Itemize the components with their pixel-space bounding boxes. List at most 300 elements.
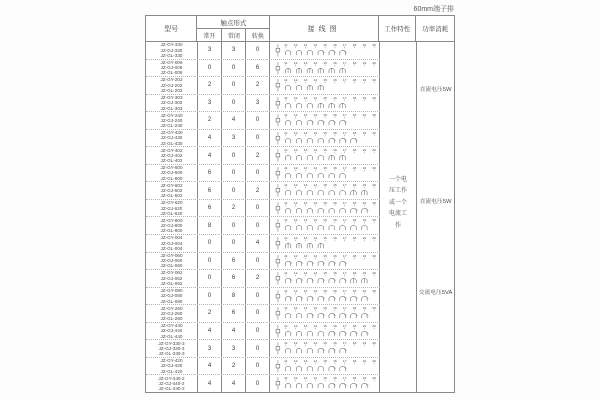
svg-text:15: 15 <box>323 306 327 311</box>
svg-text:17: 17 <box>342 306 347 311</box>
model-name: JZ-GL-062 <box>160 281 183 287</box>
svg-text:20: 20 <box>372 60 376 65</box>
count-normally-open: 0 <box>198 60 222 77</box>
svg-text:11: 11 <box>284 306 288 311</box>
count-changeover: 0 <box>246 323 270 340</box>
model-name: JZ-GY-602 <box>160 182 183 188</box>
model-name: JZ-GY-062 <box>160 270 183 276</box>
svg-text:13: 13 <box>303 376 308 381</box>
svg-text:11: 11 <box>284 78 288 82</box>
svg-text:11: 11 <box>284 183 288 188</box>
svg-text:19: 19 <box>362 42 367 47</box>
count-changeover: 0 <box>246 130 270 147</box>
model-name: JZ-GY-006 <box>160 59 183 65</box>
svg-text:15: 15 <box>323 235 327 240</box>
svg-text:14: 14 <box>313 253 318 258</box>
svg-text:18: 18 <box>352 95 357 100</box>
svg-text:18: 18 <box>352 148 357 153</box>
count-normally-open: 0 <box>198 288 222 305</box>
count-changeover: 0 <box>246 288 270 305</box>
svg-text:17: 17 <box>342 271 347 275</box>
svg-text:17: 17 <box>342 113 347 118</box>
power-consumption-column <box>417 42 454 392</box>
svg-text:16: 16 <box>333 218 337 223</box>
count-changeover: 0 <box>246 217 270 234</box>
svg-text:15: 15 <box>323 78 327 82</box>
svg-text:17: 17 <box>342 288 347 293</box>
svg-text:12: 12 <box>293 200 298 205</box>
svg-text:14: 14 <box>313 235 318 240</box>
wiring-diagram <box>270 375 379 392</box>
count-changeover: 0 <box>246 340 270 357</box>
wiring-diagram <box>270 42 379 59</box>
svg-text:16: 16 <box>333 306 337 311</box>
model-name: JZ-GJ-060 <box>160 258 183 264</box>
model-name: JZ-GJ-062 <box>160 275 183 281</box>
svg-text:11: 11 <box>284 341 288 346</box>
wiring-diagram-cell <box>270 77 380 94</box>
svg-text:18: 18 <box>352 165 357 170</box>
svg-text:20: 20 <box>372 183 376 188</box>
model-name: JZ-GJ-800 <box>160 223 183 229</box>
count-normally-open: 8 <box>198 217 222 234</box>
svg-text:12: 12 <box>293 183 298 188</box>
count-changeover: 0 <box>246 112 270 129</box>
model-name: JZ-GL-440-2 <box>158 386 185 392</box>
wiring-diagram-cell <box>270 305 380 322</box>
count-changeover: 0 <box>246 358 270 375</box>
svg-text:13: 13 <box>303 306 308 311</box>
svg-text:15: 15 <box>323 42 327 47</box>
count-normally-closed: 0 <box>222 182 246 199</box>
count-normally-open: 0 <box>198 235 222 252</box>
svg-text:12: 12 <box>293 130 298 135</box>
model-name: JZ-GJ-240 <box>160 117 183 123</box>
svg-text:18: 18 <box>352 358 357 363</box>
svg-text:12: 12 <box>293 323 298 328</box>
svg-text:15: 15 <box>323 218 327 223</box>
header-normally-open: 常开 <box>203 33 216 40</box>
model-cell <box>146 165 198 182</box>
table-row <box>146 165 380 183</box>
svg-text:17: 17 <box>342 200 347 205</box>
model-name: JZ-GL-330 <box>160 52 183 58</box>
svg-text:18: 18 <box>352 60 357 65</box>
svg-text:18: 18 <box>352 183 357 188</box>
svg-text:12: 12 <box>293 376 298 381</box>
wiring-diagram-cell <box>270 235 380 252</box>
svg-text:13: 13 <box>303 271 308 275</box>
count-normally-closed: 0 <box>222 217 246 234</box>
count-changeover: 0 <box>246 200 270 217</box>
model-cell <box>146 42 198 59</box>
model-name: JZ-GY-440-2 <box>158 375 185 381</box>
svg-text:16: 16 <box>333 113 337 118</box>
count-changeover: 0 <box>246 375 270 392</box>
model-name: JZ-GL-006 <box>160 70 183 76</box>
svg-text:12: 12 <box>293 235 298 240</box>
svg-text:11: 11 <box>284 376 288 381</box>
svg-text:11: 11 <box>284 235 288 240</box>
svg-text:14: 14 <box>313 341 318 346</box>
svg-text:17: 17 <box>342 95 347 100</box>
table-row <box>146 77 380 95</box>
svg-text:13: 13 <box>303 113 308 118</box>
model-cell <box>146 288 198 305</box>
svg-text:11: 11 <box>284 165 288 170</box>
svg-text:13: 13 <box>303 42 308 47</box>
wiring-diagram <box>270 217 379 234</box>
model-cell <box>146 235 198 252</box>
svg-text:18: 18 <box>352 218 357 223</box>
svg-text:15: 15 <box>323 148 327 153</box>
model-cell <box>146 95 198 112</box>
count-changeover: 2 <box>246 77 270 94</box>
characteristics-line: 压工作 <box>389 188 408 195</box>
svg-text:14: 14 <box>313 323 318 328</box>
svg-text:17: 17 <box>342 341 347 346</box>
model-name: JZ-GJ-440-2 <box>158 381 185 387</box>
svg-text:16: 16 <box>333 323 337 328</box>
svg-text:20: 20 <box>372 113 376 118</box>
svg-text:13: 13 <box>303 60 308 65</box>
svg-text:14: 14 <box>313 165 318 170</box>
svg-text:15: 15 <box>323 113 327 118</box>
svg-text:15: 15 <box>323 358 327 363</box>
svg-text:12: 12 <box>293 358 298 363</box>
svg-text:15: 15 <box>323 288 327 293</box>
wiring-diagram <box>270 130 379 147</box>
svg-text:11: 11 <box>284 358 288 363</box>
svg-text:14: 14 <box>313 200 318 205</box>
header-contact-form-group <box>197 16 270 41</box>
svg-text:16: 16 <box>333 165 337 170</box>
svg-text:20: 20 <box>372 376 376 381</box>
model-cell <box>146 60 198 77</box>
wiring-diagram-cell <box>270 270 380 287</box>
svg-text:14: 14 <box>313 306 318 311</box>
model-cell <box>146 112 198 129</box>
wiring-diagram-cell <box>270 200 380 217</box>
model-cell <box>146 217 198 234</box>
svg-text:18: 18 <box>352 235 357 240</box>
count-normally-open: 2 <box>198 112 222 129</box>
svg-text:18: 18 <box>352 306 357 311</box>
model-name: JZ-GY-620 <box>160 200 183 206</box>
count-changeover: 0 <box>246 253 270 270</box>
count-normally-open: 6 <box>198 200 222 217</box>
svg-text:16: 16 <box>333 235 337 240</box>
model-name: JZ-GL-004 <box>160 245 183 251</box>
svg-text:20: 20 <box>372 200 376 205</box>
header-changeover: 转换 <box>245 29 269 41</box>
svg-text:11: 11 <box>284 218 288 223</box>
svg-text:19: 19 <box>362 323 367 328</box>
model-name: JZ-GY-330 <box>160 42 183 48</box>
svg-text:15: 15 <box>323 271 327 275</box>
table-header <box>146 16 454 42</box>
count-normally-open: 4 <box>198 130 222 147</box>
count-changeover: 2 <box>246 147 270 164</box>
count-changeover: 2 <box>246 270 270 287</box>
svg-text:12: 12 <box>293 218 298 223</box>
wiring-diagram <box>270 358 379 375</box>
svg-text:13: 13 <box>303 288 308 293</box>
wiring-diagram <box>270 182 379 199</box>
svg-text:20: 20 <box>372 235 376 240</box>
table-row <box>146 375 380 392</box>
count-normally-closed: 6 <box>222 305 246 322</box>
model-cell <box>146 200 198 217</box>
svg-text:17: 17 <box>342 60 347 65</box>
svg-text:19: 19 <box>362 183 367 188</box>
count-normally-closed: 2 <box>222 358 246 375</box>
svg-text:20: 20 <box>372 78 376 82</box>
count-normally-closed: 4 <box>222 375 246 392</box>
model-name: JZ-GY-430 <box>160 130 183 136</box>
table-row <box>146 217 380 235</box>
wiring-diagram-cell <box>270 95 380 112</box>
svg-text:20: 20 <box>372 323 376 328</box>
header-characteristics: 工作特性 <box>379 16 417 41</box>
model-name: JZ-GY-600 <box>160 165 183 171</box>
model-name: JZ-GJ-006 <box>160 65 183 71</box>
svg-text:15: 15 <box>323 200 327 205</box>
svg-text:15: 15 <box>323 341 327 346</box>
svg-text:16: 16 <box>333 60 337 65</box>
svg-text:16: 16 <box>333 341 337 346</box>
svg-text:17: 17 <box>342 42 347 47</box>
table-row <box>146 60 380 78</box>
table-row <box>146 253 380 271</box>
model-name: JZ-GY-330-3 <box>158 340 185 346</box>
wiring-diagram-cell <box>270 253 380 270</box>
model-name: JZ-GY-402 <box>160 147 183 153</box>
model-cell <box>146 323 198 340</box>
count-normally-closed: 0 <box>222 77 246 94</box>
model-cell <box>146 77 198 94</box>
svg-text:19: 19 <box>362 148 367 153</box>
svg-text:19: 19 <box>362 95 367 100</box>
power-consumption-label: 直流电压5W <box>419 199 452 205</box>
svg-text:12: 12 <box>293 113 298 118</box>
count-normally-open: 4 <box>198 375 222 392</box>
model-name: JZ-GJ-430 <box>160 135 183 141</box>
model-name: JZ-GL-402 <box>160 158 183 164</box>
count-normally-open: 0 <box>198 270 222 287</box>
count-normally-closed: 0 <box>222 165 246 182</box>
model-cell <box>146 253 198 270</box>
svg-text:16: 16 <box>333 253 337 258</box>
svg-text:13: 13 <box>303 95 308 100</box>
svg-text:18: 18 <box>352 253 357 258</box>
model-name: JZ-GL-420 <box>160 368 183 374</box>
table-row <box>146 340 380 358</box>
svg-text:16: 16 <box>333 358 337 363</box>
svg-text:13: 13 <box>303 358 308 363</box>
model-name: JZ-GJ-080 <box>160 293 183 299</box>
svg-text:11: 11 <box>284 113 288 118</box>
model-cell <box>146 182 198 199</box>
wiring-diagram-cell <box>270 217 380 234</box>
svg-text:16: 16 <box>333 42 337 47</box>
svg-text:13: 13 <box>303 165 308 170</box>
header-contact-form: 触点形式 <box>197 16 269 29</box>
wiring-diagram-cell <box>270 42 380 59</box>
svg-text:20: 20 <box>372 306 376 311</box>
rows-block <box>146 42 380 392</box>
svg-text:12: 12 <box>293 165 298 170</box>
svg-text:20: 20 <box>372 271 376 275</box>
svg-text:20: 20 <box>372 253 376 258</box>
svg-text:13: 13 <box>303 130 308 135</box>
wiring-diagram-cell <box>270 182 380 199</box>
svg-text:17: 17 <box>342 130 347 135</box>
svg-text:11: 11 <box>284 95 288 100</box>
svg-text:17: 17 <box>342 253 347 258</box>
svg-text:18: 18 <box>352 288 357 293</box>
svg-text:12: 12 <box>293 60 298 65</box>
wiring-diagram <box>270 112 379 129</box>
model-name: JZ-GL-060 <box>160 263 183 269</box>
model-name: JZ-GL-430 <box>160 140 183 146</box>
svg-text:14: 14 <box>313 60 318 65</box>
svg-text:14: 14 <box>313 271 318 275</box>
model-name: JZ-GY-260 <box>160 305 183 311</box>
table-row <box>146 305 380 323</box>
model-name: JZ-GL-080 <box>160 298 183 304</box>
svg-text:13: 13 <box>303 218 308 223</box>
svg-text:18: 18 <box>352 271 357 275</box>
count-changeover: 4 <box>246 235 270 252</box>
table-body <box>146 42 454 392</box>
count-changeover: 3 <box>246 95 270 112</box>
wiring-diagram <box>270 288 379 305</box>
svg-text:19: 19 <box>362 60 367 65</box>
wiring-diagram <box>270 235 379 252</box>
wiring-diagram-cell <box>270 375 380 392</box>
model-name: JZ-GL-440 <box>160 333 183 339</box>
characteristics-text <box>380 175 416 232</box>
wiring-diagram-cell <box>270 340 380 357</box>
count-normally-closed: 3 <box>222 130 246 147</box>
svg-text:18: 18 <box>352 130 357 135</box>
model-name: JZ-GJ-303 <box>160 100 183 106</box>
svg-text:19: 19 <box>362 288 367 293</box>
svg-text:17: 17 <box>342 183 347 188</box>
count-normally-open: 6 <box>198 182 222 199</box>
model-name: JZ-GY-060 <box>160 252 183 258</box>
svg-text:16: 16 <box>333 148 337 153</box>
svg-text:14: 14 <box>313 148 318 153</box>
characteristics-line: 一个电 <box>389 177 408 183</box>
count-normally-open: 4 <box>198 147 222 164</box>
svg-text:11: 11 <box>284 42 288 47</box>
svg-text:20: 20 <box>372 358 376 363</box>
svg-text:17: 17 <box>342 218 347 223</box>
count-normally-closed: 4 <box>222 112 246 129</box>
svg-text:14: 14 <box>313 78 318 82</box>
model-name: JZ-GY-004 <box>160 235 183 241</box>
relay-spec-table <box>145 15 455 393</box>
model-name: JZ-GL-260 <box>160 316 183 322</box>
model-name: JZ-GJ-202 <box>160 82 183 88</box>
model-name: JZ-GJ-004 <box>160 240 183 246</box>
count-normally-open: 4 <box>198 358 222 375</box>
svg-text:12: 12 <box>293 95 298 100</box>
model-name: JZ-GY-240 <box>160 112 183 118</box>
wiring-diagram <box>270 200 379 217</box>
model-name: JZ-GY-202 <box>160 77 183 83</box>
power-consumption-label: 直流电压5W <box>419 87 452 93</box>
count-normally-open: 3 <box>198 42 222 59</box>
svg-text:17: 17 <box>342 235 347 240</box>
svg-text:20: 20 <box>372 288 376 293</box>
model-name: JZ-GJ-402 <box>160 152 183 158</box>
wiring-diagram <box>270 323 379 340</box>
svg-text:20: 20 <box>372 42 376 47</box>
wiring-diagram <box>270 340 379 357</box>
header-model: 型号 <box>146 16 197 41</box>
svg-text:16: 16 <box>333 95 337 100</box>
count-changeover: 0 <box>246 165 270 182</box>
svg-text:14: 14 <box>313 358 318 363</box>
table-row <box>146 95 380 113</box>
model-name: JZ-GL-600 <box>160 175 183 181</box>
model-name: JZ-GJ-260 <box>160 310 183 316</box>
model-cell <box>146 375 198 392</box>
model-name: JZ-GY-440 <box>160 323 183 329</box>
svg-text:16: 16 <box>333 200 337 205</box>
svg-text:16: 16 <box>333 288 337 293</box>
svg-text:15: 15 <box>323 253 327 258</box>
svg-text:12: 12 <box>293 271 298 275</box>
svg-text:19: 19 <box>362 358 367 363</box>
count-normally-open: 6 <box>198 165 222 182</box>
table-row <box>146 323 380 341</box>
model-cell <box>146 358 198 375</box>
svg-text:14: 14 <box>313 113 318 118</box>
count-normally-closed: 4 <box>222 323 246 340</box>
svg-text:19: 19 <box>362 218 367 223</box>
table-row <box>146 112 380 130</box>
characteristics-line: 电流工 <box>389 211 408 218</box>
svg-text:15: 15 <box>323 323 327 328</box>
model-name: JZ-GL-602 <box>160 193 183 199</box>
svg-text:20: 20 <box>372 165 376 170</box>
svg-text:12: 12 <box>293 306 298 311</box>
svg-text:15: 15 <box>323 60 327 65</box>
svg-text:18: 18 <box>352 200 357 205</box>
wiring-diagram <box>270 95 379 112</box>
wiring-diagram-cell <box>270 147 380 164</box>
count-normally-closed: 6 <box>222 253 246 270</box>
svg-text:13: 13 <box>303 200 308 205</box>
table-row <box>146 358 380 376</box>
wiring-diagram <box>270 253 379 270</box>
svg-text:11: 11 <box>284 130 288 135</box>
svg-text:16: 16 <box>333 130 337 135</box>
count-normally-closed: 2 <box>222 200 246 217</box>
svg-text:11: 11 <box>284 200 288 205</box>
table-row <box>146 147 380 165</box>
svg-text:20: 20 <box>372 95 376 100</box>
svg-text:11: 11 <box>284 323 288 328</box>
svg-text:14: 14 <box>313 218 318 223</box>
wiring-diagram-cell <box>270 130 380 147</box>
svg-text:19: 19 <box>362 130 367 135</box>
svg-text:13: 13 <box>303 235 308 240</box>
